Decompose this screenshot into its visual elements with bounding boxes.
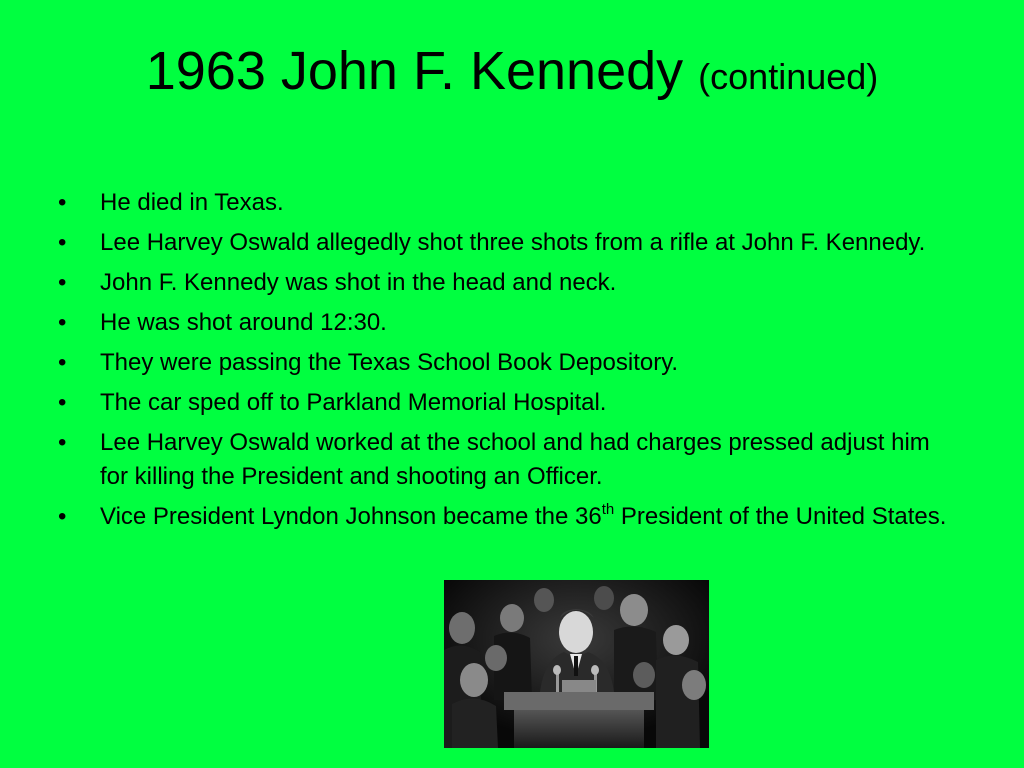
bullet-text: Lee Harvey Oswald allegedly shot three shots from a rifle at John F. Kennedy. <box>100 229 926 256</box>
slide-title <box>0 38 1024 110</box>
title-main: 1963 John F. Kennedy <box>145 41 684 101</box>
bullet-text: He died in Texas. <box>100 189 284 216</box>
kennedy-speech-photo <box>444 580 709 748</box>
bullet-dot-icon: • <box>58 229 67 256</box>
bullet-item <box>58 426 958 494</box>
bullet-item <box>58 266 958 300</box>
bullet-item <box>58 226 958 260</box>
bullet-text: He was shot around 12:30. <box>100 309 387 336</box>
bullet-item <box>58 500 958 534</box>
title-sub: (continued) <box>698 56 879 97</box>
bullet-dot-icon: • <box>58 309 67 336</box>
bullet-item <box>58 186 958 220</box>
bullet-dot-icon: • <box>58 269 67 296</box>
bullet-text: The car sped off to Parkland Memorial Hospital. <box>100 389 607 416</box>
bullet-list <box>58 186 958 540</box>
bullet-item <box>58 386 958 420</box>
ordinal-suffix: th <box>601 501 615 518</box>
bullet-text-pre: Vice President Lyndon Johnson became the 36 <box>100 503 602 530</box>
bullet-dot-icon: • <box>58 503 67 530</box>
bullet-text-post: President of the United States. <box>614 503 947 530</box>
bullet-dot-icon: • <box>58 349 67 376</box>
bullet-text: Lee Harvey Oswald worked at the school and had charges pressed adjust him for killing the President and shooting an Officer. <box>100 429 930 490</box>
bullet-dot-icon: • <box>58 189 67 216</box>
bullet-item <box>58 306 958 340</box>
bullet-dot-icon: • <box>58 389 67 416</box>
bullet-text: John F. Kennedy was shot in the head and neck. <box>100 269 617 296</box>
bullet-text: They were passing the Texas School Book Depository. <box>100 349 679 376</box>
bullet-dot-icon: • <box>58 429 67 456</box>
bullet-item <box>58 346 958 380</box>
